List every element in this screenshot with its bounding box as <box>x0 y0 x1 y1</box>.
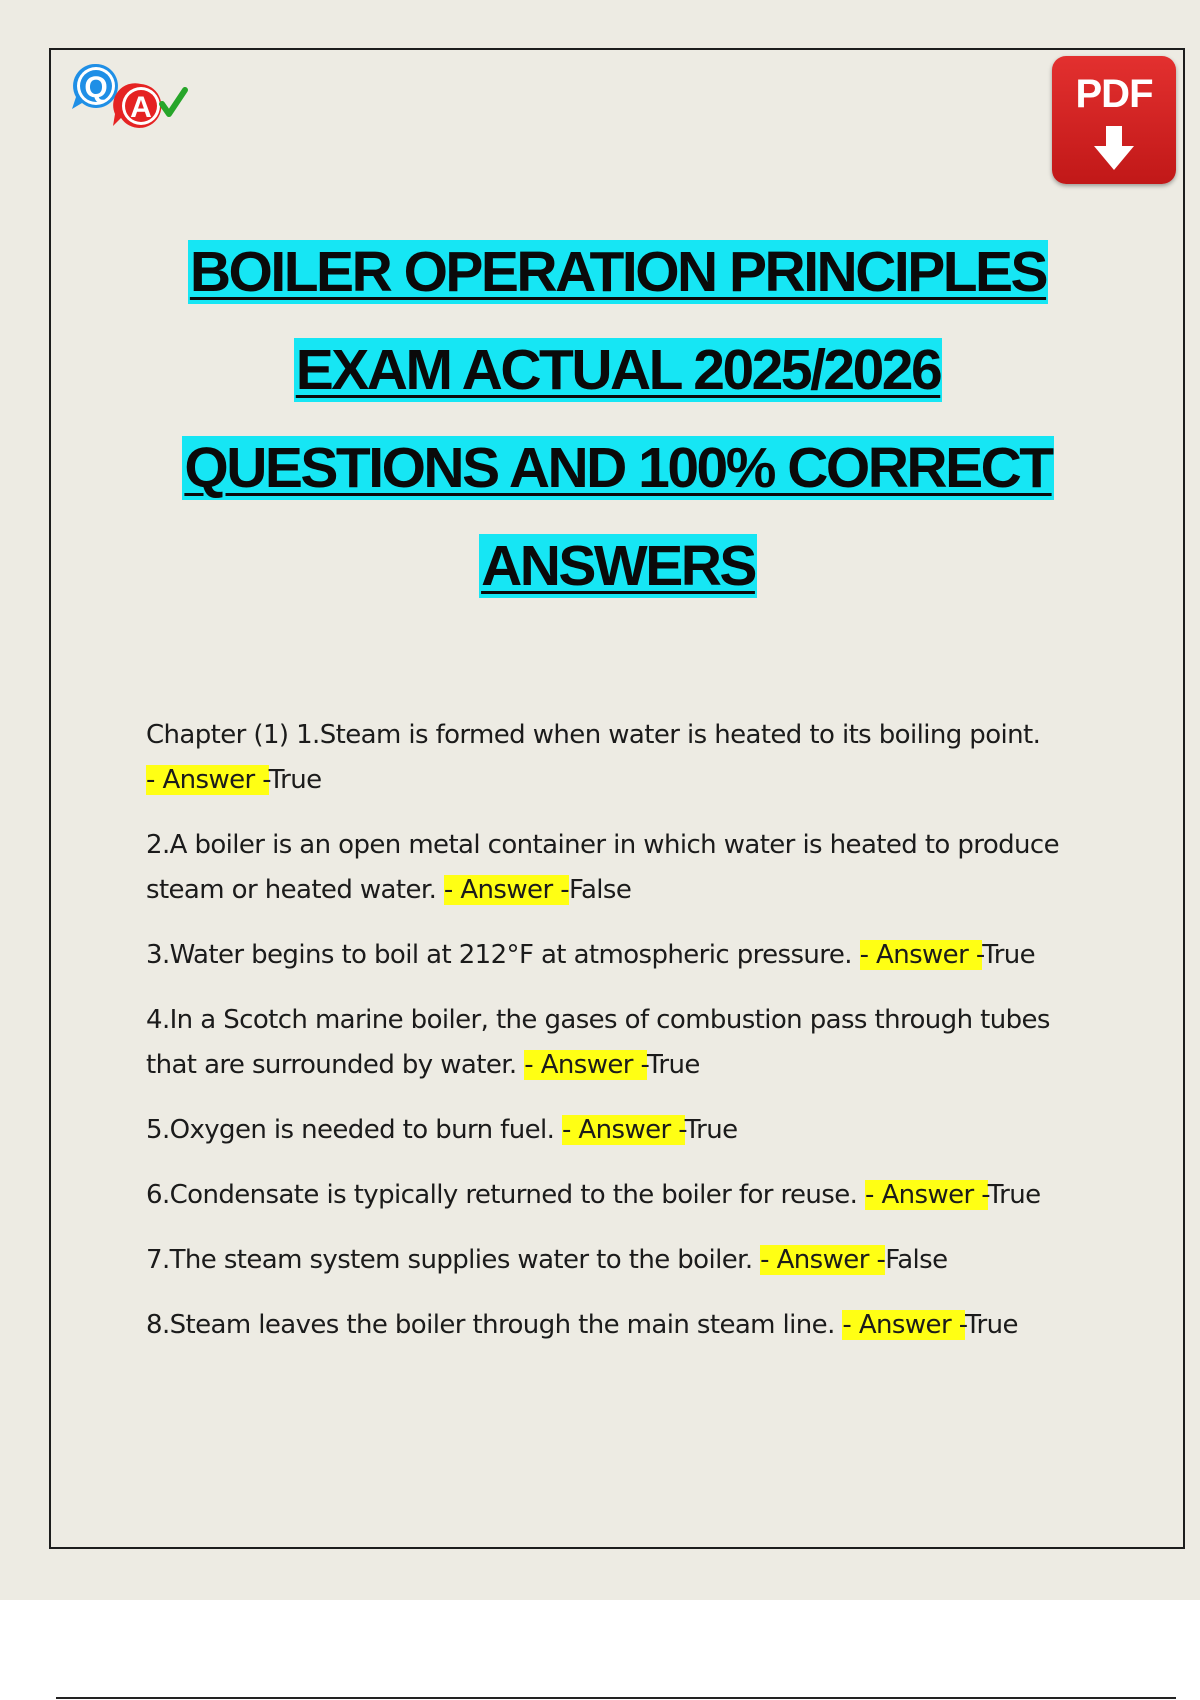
qa-logo-a-letter: A <box>130 91 152 124</box>
answer-value: True <box>982 940 1036 970</box>
question-text: 3.Water begins to boil at 212°F at atmospheric pressure. <box>146 940 852 970</box>
answer-value: False <box>568 875 632 905</box>
title-line-4: ANSWERS <box>481 534 755 598</box>
pdf-download-icon[interactable] <box>1052 56 1176 184</box>
question-text: 5.Oxygen is needed to burn fuel. <box>146 1115 555 1145</box>
footer-rule <box>56 1697 1176 1699</box>
qa-logo-q-letter: Q <box>84 71 108 104</box>
download-arrow-icon <box>1092 124 1136 172</box>
answer-marker: - Answer - <box>859 940 983 970</box>
pdf-label: PDF <box>1075 72 1153 116</box>
answer-marker: - Answer - <box>443 875 569 905</box>
question-item-7 <box>146 1238 1106 1283</box>
title-line-1: BOILER OPERATION PRINCIPLES <box>189 240 1047 304</box>
question-item-5 <box>146 1108 1106 1153</box>
question-item-4 <box>146 998 1106 1088</box>
title-line-2: EXAM ACTUAL 2025/2026 <box>295 338 941 402</box>
answer-value: True <box>646 1050 700 1080</box>
answer-marker: - Answer - <box>760 1245 886 1275</box>
question-item-2 <box>146 823 1106 913</box>
answer-value: True <box>987 1180 1041 1210</box>
question-text: 6.Condensate is typically returned to the boiler for reuse. <box>146 1180 858 1210</box>
document-title <box>60 240 1176 632</box>
answer-marker: - Answer - <box>146 765 269 795</box>
question-text: Chapter (1) 1.Steam is formed when water is heated to its boiling point. <box>146 720 1041 750</box>
question-text: 7.The steam system supplies water to the boiler. <box>146 1245 753 1275</box>
question-item-1 <box>146 713 1106 803</box>
question-item-6 <box>146 1173 1106 1218</box>
question-text: 4.In a Scotch marine boiler, the gases of combustion pass through tubes that are surrounded by water. <box>146 1005 1050 1080</box>
answer-marker: - Answer - <box>865 1180 988 1210</box>
answer-value: True <box>684 1115 738 1145</box>
question-text: 2.A boiler is an open metal container in which water is heated to produce steam or heated water. <box>146 830 1060 905</box>
answer-marker: - Answer - <box>524 1050 647 1080</box>
answer-marker: - Answer - <box>561 1115 685 1145</box>
question-text: 8.Steam leaves the boiler through the main steam line. <box>146 1310 835 1340</box>
qa-logo-icon <box>66 56 196 132</box>
question-item-8 <box>146 1303 1106 1348</box>
answer-value: True <box>268 765 322 795</box>
question-item-3 <box>146 933 1106 978</box>
answer-value: False <box>885 1245 948 1275</box>
title-line-3: QUESTIONS AND 100% CORRECT <box>184 436 1052 500</box>
question-list <box>146 713 1106 1368</box>
answer-marker: - Answer - <box>842 1310 966 1340</box>
answer-value: True <box>965 1310 1018 1340</box>
